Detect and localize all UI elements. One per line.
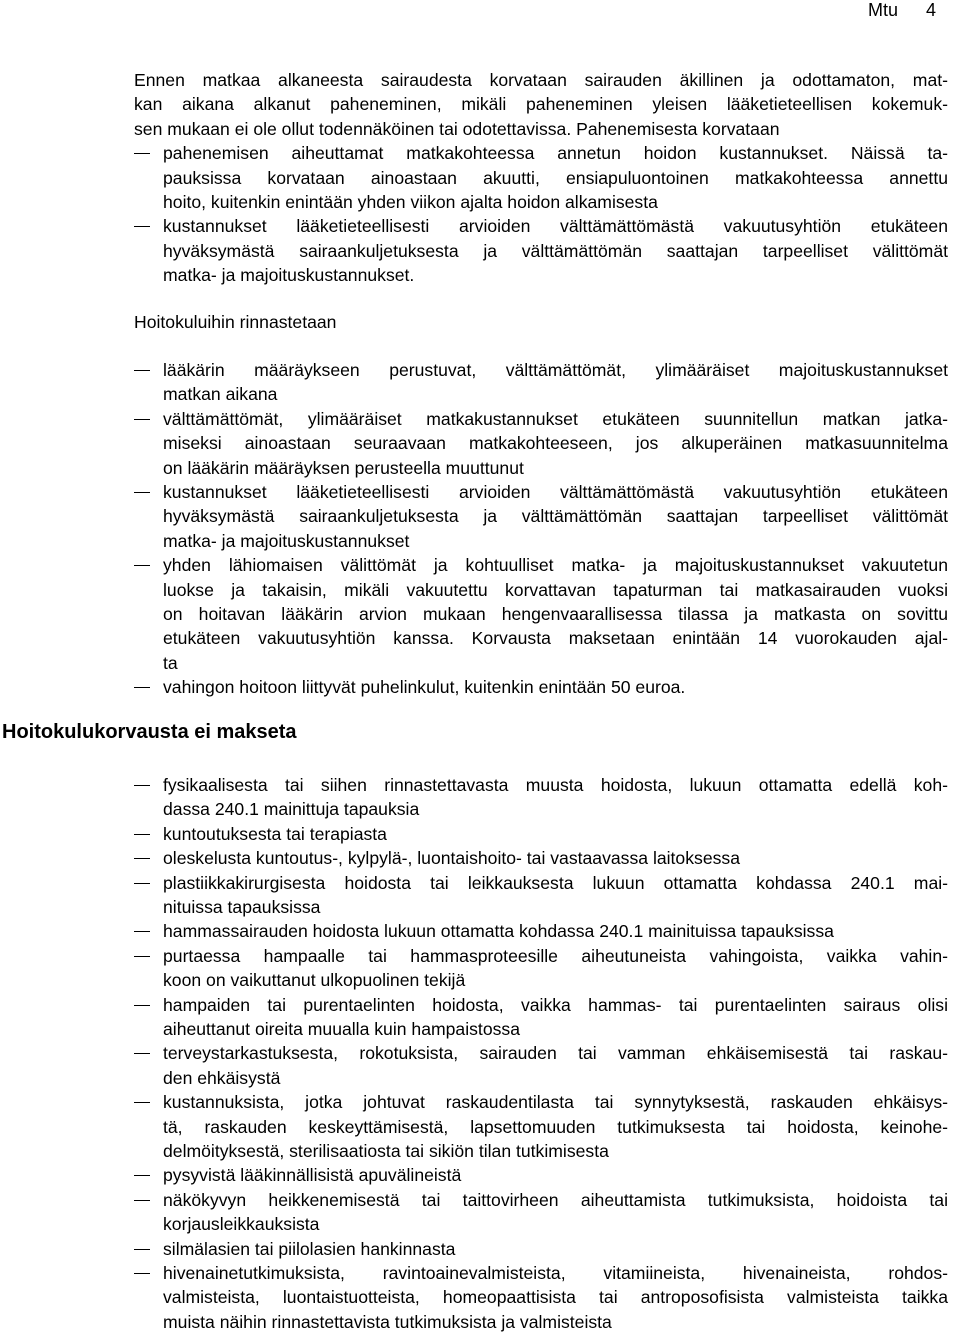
list-item-line: on lääkärin määräyksen perusteella muuttunut [163, 457, 524, 478]
bullet-dash [134, 931, 150, 932]
list-item-line: hyväksymästä sairaankuljetuksesta ja välttämättömän saattajan tarpeelliset välittömät [163, 506, 948, 527]
list-item-line: plastiikkakirurgisesta hoidosta tai leikkauksesta lukuun ottamatta kohdassa 240.1 mai- [163, 872, 948, 893]
page-number: 4 [925, 0, 936, 20]
list-item-line: kuntoutuksesta tai terapiasta [163, 823, 387, 844]
bullet-dash [134, 370, 150, 371]
list-item-line: korjausleikkauksista [163, 1214, 320, 1235]
list-item-line: matkan aikana [163, 384, 278, 405]
list-item-line: den ehkäisystä [163, 1067, 281, 1088]
intro-line: Ennen matkaa alkaneesta sairaudesta korvataan sairauden äkillinen ja odottamaton, mat- [134, 70, 948, 90]
bullet-dash [134, 687, 150, 688]
list-item-line: koon on vaikuttanut ulkopuolinen tekijä [163, 970, 466, 991]
list-item-line: välttämättömät, ylimääräiset matkakustannukset etukäteen suunnitellun matkan jatka- [163, 408, 948, 429]
list-item-line: silmälasien tai piilolasien hankinnasta [163, 1238, 456, 1259]
bullet-dash [134, 492, 150, 493]
list-item-line: tä, raskauden keskeyttämisestä, lapsettomuuden tutkimuksesta tai hoidosta, keinohe- [163, 1116, 948, 1137]
bullet-dash [134, 858, 150, 859]
bullet-dash [134, 956, 150, 957]
list-item-line: miseksi ainoastaan seuraavaan matkakohteeseen, jos alkuperäinen matkasuunnitelma [163, 433, 948, 454]
intro-line: kan aikana alkanut paheneminen, mikäli paheneminen yleisen lääketieteellisen kokemuk- [134, 94, 948, 115]
list-item-line: valmisteista, luontaistuotteista, homeopaattisista tai antroposofisista valmisteista taikka [163, 1287, 948, 1308]
bullet-dash [134, 1273, 150, 1274]
intro-line: sen mukaan ei ole ollut todennäköinen tai odotettavissa. Pahenemisesta korvataan [134, 118, 780, 139]
list-item-line: aiheuttanut oireita muualla kuin hampaistossa [163, 1019, 520, 1039]
list-item-line: hyväksymästä sairaankuljetuksesta ja välttämättömän saattajan tarpeelliset välittömät [163, 240, 948, 261]
list-item-line: pahenemisen aiheuttamat matkakohteessa annetun hoidon kustannukset. Näissä ta- [163, 143, 948, 164]
bullet-dash [134, 153, 150, 154]
list-item-line: terveystarkastuksesta, rokotuksista, sairauden tai vamman ehkäisemisestä tai raskau- [163, 1043, 948, 1064]
list-item-line: dassa 240.1 mainittuja tapauksia [163, 799, 420, 820]
header-section: Mtu [867, 0, 898, 20]
bullet-dash [134, 1175, 150, 1176]
list-item-line: matka- ja majoituskustannukset. [163, 265, 415, 286]
bullet-dash [134, 565, 150, 566]
list-item-line: vahingon hoitoon liittyvät puhelinkulut, kuitenkin enintään 50 euroa. [163, 677, 686, 698]
bullet-dash [134, 1249, 150, 1250]
bullet-dash [134, 834, 150, 835]
list-item-line: oleskelusta kuntoutus-, kylpylä-, luontaishoito- tai vastaavassa laitoksessa [163, 848, 740, 869]
bullet-dash [134, 883, 150, 884]
list-item-line: hampaiden tai purentaelinten hoidosta, vaikka hammas- tai purentaelinten sairaus olisi [163, 994, 948, 1015]
list-item-line: hammassairauden hoidosta lukuun ottamatta kohdassa 240.1 mainituissa tapauksissa [163, 921, 834, 942]
list-item-line: lääkärin määräykseen perustuvat, välttämättömät, ylimääräiset majoituskustannukset [163, 360, 948, 380]
bullet-dash [134, 1005, 150, 1006]
bullet-dash [134, 419, 150, 420]
list-item-line: kustannukset lääketieteellisesti arvioiden välttämättömästä vakuutusyhtiön etukäteen [163, 216, 948, 237]
list-item-line: hivenainetutkimuksista, ravintoainevalmisteista, vitamiineista, hivenaineista, rohdos- [163, 1263, 948, 1283]
list-item-line: nituissa tapauksissa [163, 897, 321, 917]
list-item-line: pysyvistä lääkinnällisistä apuvälineistä [163, 1165, 462, 1186]
list-item-line: yhden lähiomaisen välittömät ja kohtuulliset matka- ja majoituskustannukset vakuutetun [163, 555, 948, 576]
section-title: Hoitokuluihin rinnastetaan [134, 312, 337, 332]
bullet-dash [134, 1053, 150, 1054]
list-item-line: purtaessa hampaalle tai hammasproteesille aiheutuneista vahingoista, vaikka vahin- [163, 945, 948, 966]
excluded-heading: Hoitokulukorvausta ei makseta [2, 721, 297, 743]
list-item-line: pauksissa korvataan ainoastaan akuutti, ensiapuluontoinen matkakohteessa annettu [163, 167, 948, 188]
list-item-line: etukäteen vakuutusyhtiön kanssa. Korvausta maksetaan enintään 14 vuorokauden ajal- [163, 628, 948, 649]
list-item-line: luokse ja takaisin, mikäli vakuutettu korvattavan tapaturman tai matkasairauden vuoksi [163, 579, 948, 600]
list-item-line: kustannukset lääketieteellisesti arvioiden välttämättömästä vakuutusyhtiön etukäteen [163, 482, 948, 502]
list-item-line: delmöityksestä, sterilisaatiosta tai sikiön tilan tutkimisesta [163, 1141, 609, 1161]
list-item-line: näkökyvyn heikkenemisestä tai taittovirheen aiheuttamista tutkimuksista, hoidoista tai [163, 1189, 948, 1210]
bullet-dash [134, 226, 150, 227]
bullet-dash [134, 785, 150, 786]
bullet-dash [134, 1200, 150, 1201]
bullet-dash [134, 1102, 150, 1103]
list-item-line: ta [163, 652, 178, 673]
list-item-line: on hoitavan lääkärin arvion mukaan hengenvaarallisessa tilassa ja matkasta on sovittu [163, 604, 948, 624]
page-header [868, 0, 936, 22]
list-item-line: muista näihin rinnastettavista tutkimuksista ja valmisteista [163, 1311, 612, 1332]
list-item-line: fysikaalisesta tai siihen rinnastettavasta muusta hoidosta, lukuun ottamatta edellä koh- [163, 775, 948, 795]
list-item-line: hoito, kuitenkin enintään yhden viikon ajalta hoidon alkamisesta [163, 192, 658, 212]
list-item-line: matka- ja majoituskustannukset [163, 530, 410, 551]
list-item-line: kustannuksista, jotka johtuvat raskaudentilasta tai synnytyksestä, raskauden ehkäisys- [163, 1092, 948, 1113]
